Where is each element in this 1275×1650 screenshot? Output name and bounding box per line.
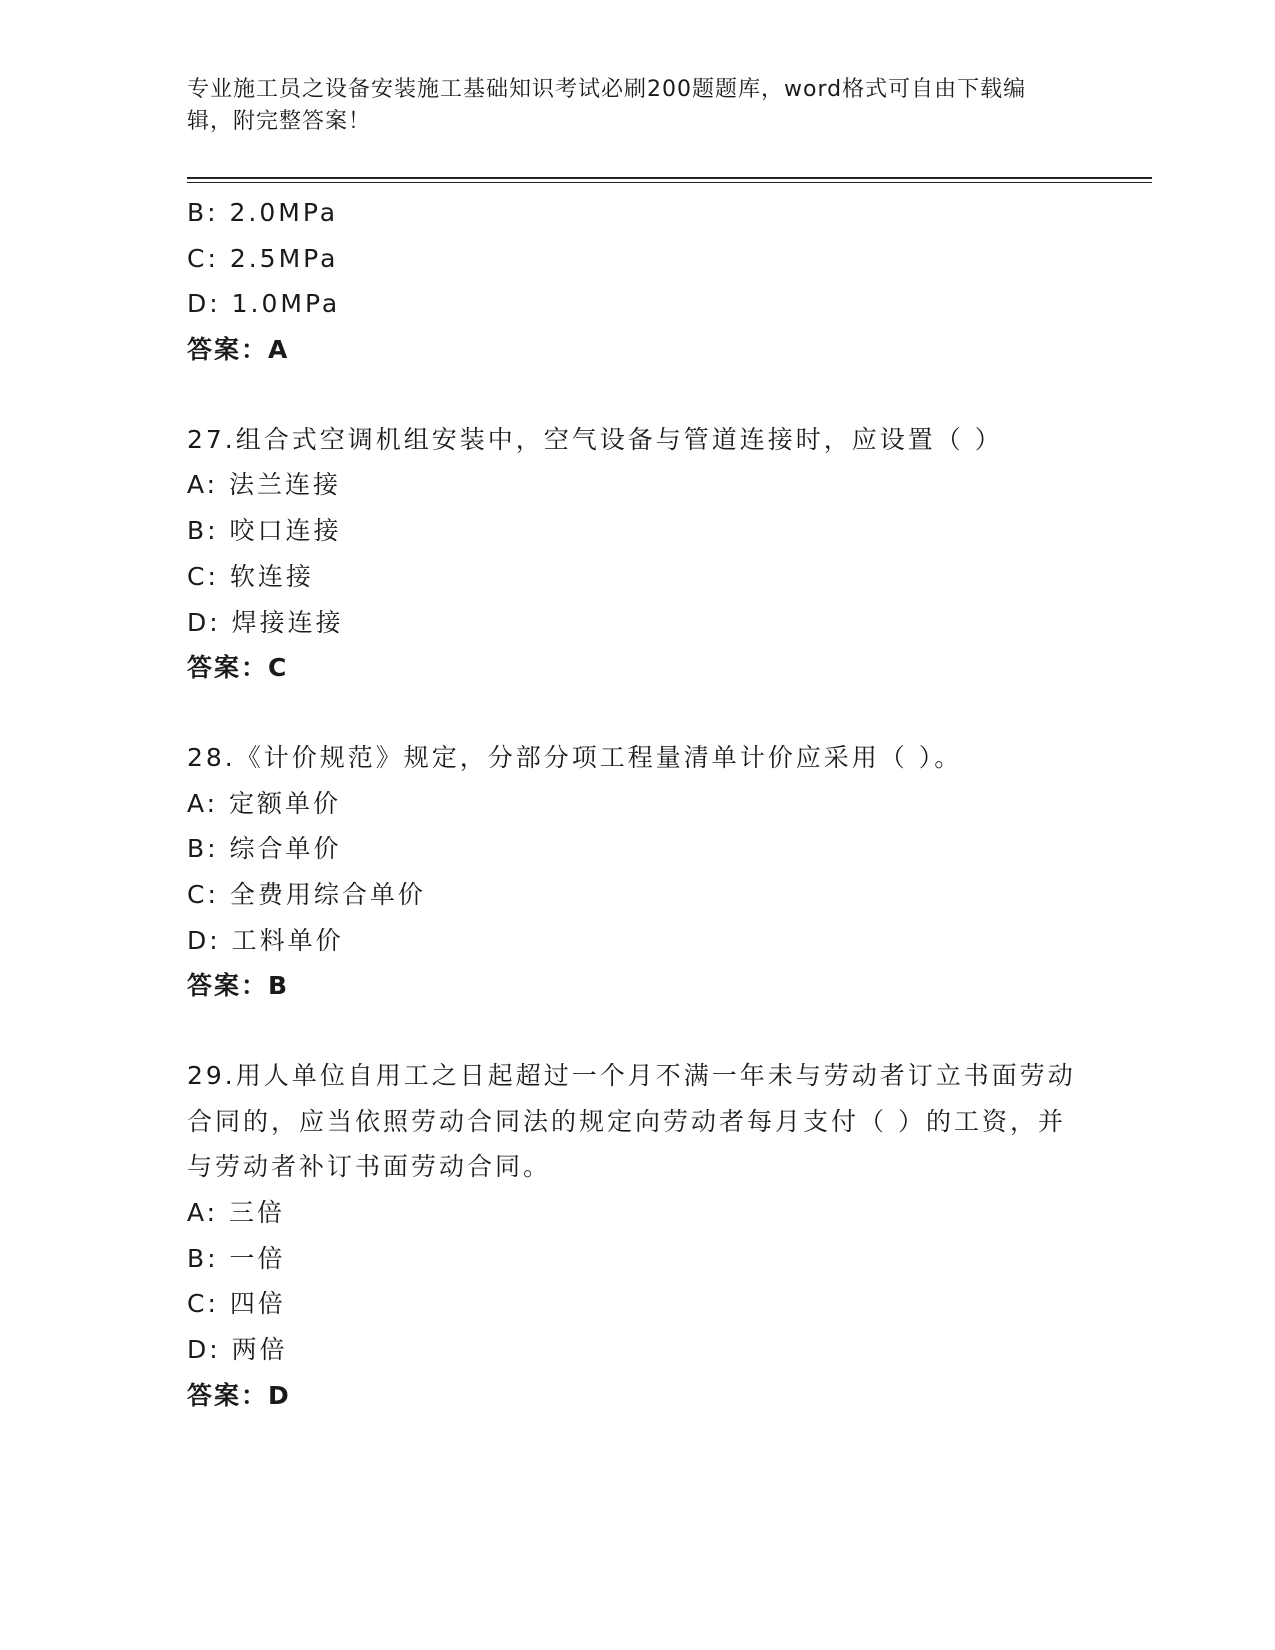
option-d: D: 工料单价 (187, 925, 344, 955)
answer-line: 答案：D (187, 1380, 291, 1410)
question-list (187, 190, 1087, 1419)
question-spacer (187, 373, 1087, 417)
question-stem: 28.《计价规范》规定，分部分项工程量清单计价应采用（ ）。 (187, 742, 963, 772)
answer-line: 答案：C (187, 653, 289, 683)
option-b: B: 一倍 (187, 1243, 286, 1273)
question-block-28 (187, 735, 1087, 1009)
option-d: D: 两倍 (187, 1335, 288, 1365)
question-spacer (187, 691, 1087, 735)
question-stem: 27.组合式空调机组安装中，空气设备与管道连接时，应设置（ ） (187, 424, 1003, 454)
answer-line: 答案：A (187, 335, 290, 365)
option-c: C: 软连接 (187, 561, 314, 591)
document-header-title: 专业施工员之设备安装施工基础知识考试必刷200题题库，word格式可自由下载编辑，附完整答案！ (187, 77, 1027, 134)
answer-line: 答案：B (187, 971, 290, 1001)
option-d: D: 焊接连接 (187, 607, 344, 637)
header-divider-thin (187, 182, 1152, 183)
option-b: B: 咬口连接 (187, 516, 342, 546)
option-c: C: 四倍 (187, 1289, 286, 1319)
header-divider-thick (187, 177, 1152, 179)
prev-question-block (187, 190, 1087, 373)
option-a: A: 三倍 (187, 1198, 286, 1228)
question-block-29 (187, 1053, 1087, 1419)
option-a: A: 法兰连接 (187, 470, 342, 500)
option-b: B: 综合单价 (187, 834, 342, 864)
option-d: D: 1.0MPa (187, 289, 341, 319)
question-spacer (187, 1009, 1087, 1053)
question-block-27 (187, 417, 1087, 691)
option-c: C: 全费用综合单价 (187, 879, 426, 909)
option-c: C: 2.5MPa (187, 243, 339, 273)
question-stem: 29.用人单位自用工之日起超过一个月不满一年未与劳动者订立书面劳动合同的，应当依照劳动合同法的规定向劳动者每月支付（ ）的工资，并与劳动者补订书面劳动合同。 (187, 1061, 1076, 1182)
option-b: B: 2.0MPa (187, 198, 339, 227)
option-a: A: 定额单价 (187, 788, 342, 818)
